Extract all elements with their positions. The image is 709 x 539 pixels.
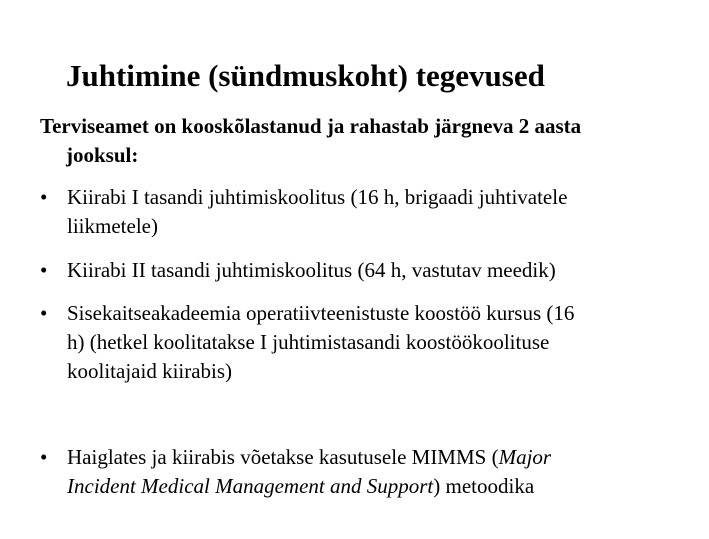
bullet-line bbox=[67, 443, 680, 472]
bullet-line: Sisekaitseakadeemia operatiivteenistuste koostöö kursus (16 bbox=[67, 301, 575, 325]
bullet-dot-icon: • bbox=[40, 301, 48, 325]
bullet-line: Kiirabi I tasandi juhtimiskoolitus (16 h, brigaadi juhtivatele bbox=[67, 185, 568, 209]
bullet-text-italic: Incident Medical Management and Support bbox=[67, 474, 434, 498]
bullet-item bbox=[40, 299, 680, 386]
bullet-text bbox=[40, 256, 680, 285]
bullet-line: liikmetele) bbox=[67, 214, 158, 238]
bullet-text-prefix: Haiglates ja kiirabis võetakse kasutusele MIMMS ( bbox=[67, 445, 499, 469]
bullet-text bbox=[40, 443, 680, 501]
bullet-dot-icon: • bbox=[40, 258, 48, 282]
bullet-line bbox=[67, 472, 680, 501]
bullet-item bbox=[40, 256, 680, 285]
bullet-dot-icon: • bbox=[40, 185, 48, 209]
intro-line-2: jooksul: bbox=[66, 143, 139, 167]
slide-title: Juhtimine (sündmuskoht) tegevused bbox=[66, 58, 545, 93]
bullet-item bbox=[40, 443, 680, 501]
bullet-text-suffix: ) metoodika bbox=[433, 474, 535, 498]
intro-line-1: Terviseamet on kooskõlastanud ja rahastab järgneva 2 aasta bbox=[40, 114, 582, 138]
bullet-line: h) (hetkel koolitatakse I juhtimistasandi koostöökoolituse bbox=[67, 330, 550, 354]
bullet-item bbox=[40, 183, 680, 241]
intro-paragraph bbox=[40, 112, 680, 170]
bullet-line: Kiirabi II tasandi juhtimiskoolitus (64 h, vastutav meedik) bbox=[67, 258, 556, 282]
bullet-text bbox=[40, 299, 680, 386]
bullet-line: koolitajaid kiirabis) bbox=[67, 359, 233, 383]
bullet-text-italic: Major bbox=[498, 445, 552, 469]
bullet-dot-icon: • bbox=[40, 445, 48, 469]
bullet-text bbox=[40, 183, 680, 241]
